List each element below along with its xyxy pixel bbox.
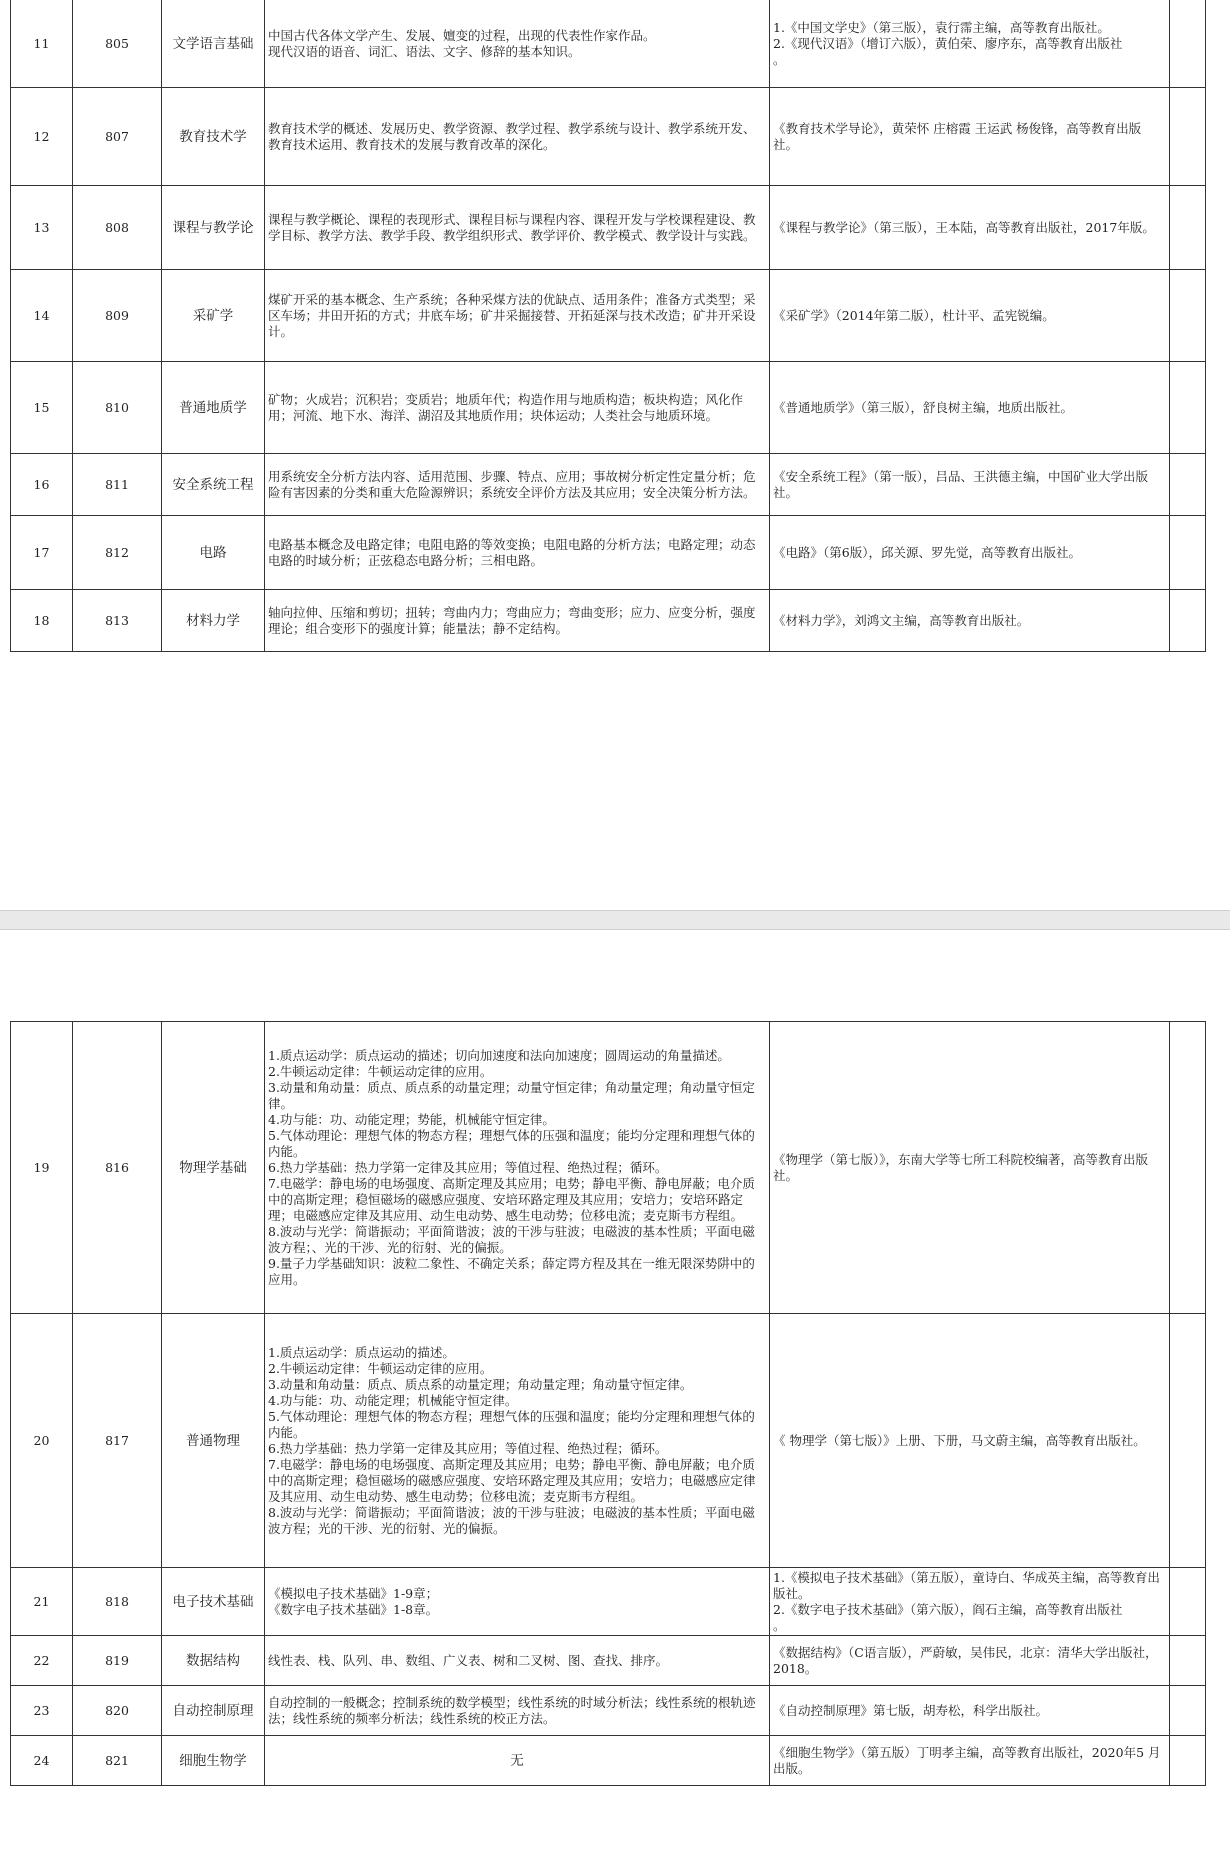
exam-scope: 用系统安全分析方法内容、适用范围、步骤、特点、应用；事故树分析定性定量分析；危险有害因素的分类和重大危险源辨识；系统安全评价方法及其应用；安全决策分析方法。 (265, 454, 770, 516)
subject-code: 819 (73, 1636, 162, 1686)
subject-code: 805 (73, 0, 162, 88)
notes-cell (1170, 270, 1206, 362)
row-number: 23 (11, 1686, 73, 1736)
subject-code: 818 (73, 1568, 162, 1636)
subject-name: 安全系统工程 (162, 454, 265, 516)
table-row (11, 0, 1206, 88)
notes-cell (1170, 1314, 1206, 1568)
subject-code: 809 (73, 270, 162, 362)
reference-books: 《数据结构》（C语言版），严蔚敏，吴伟民，北京：清华大学出版社，2018。 (770, 1636, 1170, 1686)
reference-books: 《自动控制原理》第七版，胡寿松，科学出版社。 (770, 1686, 1170, 1736)
row-number: 12 (11, 88, 73, 186)
subject-code: 817 (73, 1314, 162, 1568)
row-number: 18 (11, 590, 73, 652)
notes-cell (1170, 454, 1206, 516)
row-number: 15 (11, 362, 73, 454)
document-page-2 (0, 930, 1230, 1850)
reference-books: 1.《中国文学史》（第三版），袁行霈主编，高等教育出版社。 2.《现代汉语》（增订六版），黄伯荣、廖序东，高等教育出版社 。 (770, 0, 1170, 88)
reference-books: 《 物理学（第七版）》上册、下册，马文蔚主编，高等教育出版社。 (770, 1314, 1170, 1568)
subject-name: 教育技术学 (162, 88, 265, 186)
row-number: 20 (11, 1314, 73, 1568)
exam-scope: 课程与教学概论、课程的表现形式、课程目标与课程内容、课程开发与学校课程建设、教学目标、教学方法、教学手段、教学组织形式、教学评价、教学模式、教学设计与实践。 (265, 186, 770, 270)
notes-cell (1170, 516, 1206, 590)
reference-books: 《教育技术学导论》，黄荣怀 庄榕霞 王运武 杨俊锋，高等教育出版社。 (770, 88, 1170, 186)
subject-code: 811 (73, 454, 162, 516)
exam-scope: 电路基本概念及电路定律；电阻电路的等效变换；电阻电路的分析方法；电路定理；动态电路的时域分析；正弦稳态电路分析；三相电路。 (265, 516, 770, 590)
notes-cell (1170, 1736, 1206, 1786)
exam-scope: 教育技术学的概述、发展历史、教学资源、教学过程、教学系统与设计、教学系统开发、教育技术运用、教育技术的发展与教育改革的深化。 (265, 88, 770, 186)
exam-scope: 矿物；火成岩；沉积岩；变质岩；地质年代；构造作用与地质构造；板块构造；风化作用；河流、地下水、海洋、湖沼及其地质作用；块体运动；人类社会与地质环境。 (265, 362, 770, 454)
subject-code: 810 (73, 362, 162, 454)
page-separator (0, 910, 1230, 930)
reference-books: 《采矿学》（2014年第二版），杜计平、孟宪锐编。 (770, 270, 1170, 362)
subject-name: 普通物理 (162, 1314, 265, 1568)
notes-cell (1170, 88, 1206, 186)
reference-books: 《物理学（第七版）》，东南大学等七所工科院校编著，高等教育出版社。 (770, 1022, 1170, 1314)
table-row (11, 1636, 1206, 1686)
subject-code: 807 (73, 88, 162, 186)
table-row (11, 1686, 1206, 1736)
row-number: 13 (11, 186, 73, 270)
table-row (11, 1568, 1206, 1636)
subject-name: 物理学基础 (162, 1022, 265, 1314)
reference-books: 1.《模拟电子技术基础》（第五版），童诗白、华成英主编，高等教育出版社。 2.《数字电子技术基础》（第六版），阎石主编，高等教育出版社 。 (770, 1568, 1170, 1636)
exam-scope: 线性表、栈、队列、串、数组、广义表、树和二叉树、图、查找、排序。 (265, 1636, 770, 1686)
table-row (11, 590, 1206, 652)
exam-scope: 轴向拉伸、压缩和剪切；扭转；弯曲内力；弯曲应力；弯曲变形；应力、应变分析，强度理论；组合变形下的强度计算；能量法；静不定结构。 (265, 590, 770, 652)
notes-cell (1170, 1686, 1206, 1736)
subject-code: 820 (73, 1686, 162, 1736)
subject-code: 813 (73, 590, 162, 652)
subject-name: 课程与教学论 (162, 186, 265, 270)
exam-scope: 《模拟电子技术基础》1-9章； 《数字电子技术基础》1-8章。 (265, 1568, 770, 1636)
subject-code: 816 (73, 1022, 162, 1314)
subject-code: 821 (73, 1736, 162, 1786)
row-number: 21 (11, 1568, 73, 1636)
notes-cell (1170, 362, 1206, 454)
notes-cell (1170, 1022, 1206, 1314)
reference-books: 《细胞生物学》（第五版）丁明孝主编，高等教育出版社，2020年5 月出版。 (770, 1736, 1170, 1786)
row-number: 17 (11, 516, 73, 590)
subject-name: 普通地质学 (162, 362, 265, 454)
subject-name: 电路 (162, 516, 265, 590)
exam-scope: 煤矿开采的基本概念、生产系统；各种采煤方法的优缺点、适用条件；准备方式类型；采区车场；井田开拓的方式；井底车场；矿井采掘接替、开拓延深与技术改造；矿井开采设计。 (265, 270, 770, 362)
row-number: 11 (11, 0, 73, 88)
subject-name: 采矿学 (162, 270, 265, 362)
subject-code: 812 (73, 516, 162, 590)
subject-name: 细胞生物学 (162, 1736, 265, 1786)
reference-books: 《安全系统工程》（第一版），吕品、王洪德主编，中国矿业大学出版社。 (770, 454, 1170, 516)
exam-scope: 1.质点运动学：质点运动的描述。 2.牛顿运动定律：牛顿运动定律的应用。 3.动量和角动量：质点、质点系的动量定理；角动量定理；角动量守恒定律。 4.功与能：功、动能定理；机械能守恒定律。 5.气体动理论：理想气体的物态方程；理想气体的压强和温度；能均分定理和理想气体的内能。 6.热力学基础：热力学第一定律及其应用；等值过程、绝热过程；循环。 7.电磁学：静电场的电场强度、高斯定理及其应用；电势；静电平衡、静电屏蔽；电介质中的高斯定理；稳恒磁场的磁感应强度、安培环路定理及其应用；安培力；电磁感应定律及其应用、动生电动势、感生电动势；位移电流；麦克斯韦方程组。 8.波动与光学：简谐振动；平面简谐波；波的干涉与驻波；电磁波的基本性质；平面电磁波方程；光的干涉、光的衍射、光的偏振。 (265, 1314, 770, 1568)
exam-scope: 中国古代各体文学产生、发展、嬗变的过程，出现的代表性作家作品。 现代汉语的语音、词汇、语法、文字、修辞的基本知识。 (265, 0, 770, 88)
row-number: 22 (11, 1636, 73, 1686)
row-number: 19 (11, 1022, 73, 1314)
subject-name: 材料力学 (162, 590, 265, 652)
subject-name: 数据结构 (162, 1636, 265, 1686)
exam-scope: 1.质点运动学：质点运动的描述；切向加速度和法向加速度；圆周运动的角量描述。 2.牛顿运动定律：牛顿运动定律的应用。 3.动量和角动量：质点、质点系的动量定理；动量守恒定律；角动量定理；角动量守恒定律。 4.功与能：功、动能定理；势能，机械能守恒定律。 5.气体动理论：理想气体的物态方程；理想气体的压强和温度；能均分定理和理想气体的内能。 6.热力学基础：热力学第一定律及其应用；等值过程、绝热过程；循环。 7.电磁学：静电场的电场强度、高斯定理及其应用；电势；静电平衡、静电屏蔽；电介质中的高斯定理；稳恒磁场的磁感应强度、安培环路定理及其应用；安培力；安培环路定理；电磁感应定律及其应用、动生电动势、感生电动势；位移电流；麦克斯韦方程组。 8.波动与光学：简谐振动；平面简谐波；波的干涉与驻波；电磁波的基本性质；平面电磁波方程；、光的干涉、光的衍射、光的偏振。 9.量子力学基础知识：波粒二象性、不确定关系；薛定谔方程及其在一维无限深势阱中的应用。 (265, 1022, 770, 1314)
exam-scope: 无 (265, 1736, 770, 1786)
table-row (11, 454, 1206, 516)
exam-scope: 自动控制的一般概念；控制系统的数学模型；线性系统的时域分析法；线性系统的根轨迹法；线性系统的频率分析法；线性系统的校正方法。 (265, 1686, 770, 1736)
reference-books: 《课程与教学论》（第三版），王本陆，高等教育出版社，2017年版。 (770, 186, 1170, 270)
notes-cell (1170, 1568, 1206, 1636)
table-row (11, 516, 1206, 590)
reference-books: 《材料力学》，刘鸿文主编，高等教育出版社。 (770, 590, 1170, 652)
document-page-1 (0, 0, 1230, 910)
exam-syllabus-table-2 (10, 1021, 1206, 1786)
table-row (11, 88, 1206, 186)
table-row (11, 362, 1206, 454)
notes-cell (1170, 186, 1206, 270)
notes-cell (1170, 0, 1206, 88)
reference-books: 《电路》（第6版），邱关源、罗先觉，高等教育出版社。 (770, 516, 1170, 590)
subject-name: 自动控制原理 (162, 1686, 265, 1736)
row-number: 16 (11, 454, 73, 516)
row-number: 24 (11, 1736, 73, 1786)
subject-name: 文学语言基础 (162, 0, 265, 88)
subject-name: 电子技术基础 (162, 1568, 265, 1636)
table-row (11, 186, 1206, 270)
notes-cell (1170, 590, 1206, 652)
subject-code: 808 (73, 186, 162, 270)
table-row (11, 270, 1206, 362)
table-row (11, 1314, 1206, 1568)
exam-syllabus-table-1 (10, 0, 1206, 652)
table-row (11, 1022, 1206, 1314)
notes-cell (1170, 1636, 1206, 1686)
row-number: 14 (11, 270, 73, 362)
reference-books: 《普通地质学》（第三版），舒良树主编，地质出版社。 (770, 362, 1170, 454)
table-row (11, 1736, 1206, 1786)
